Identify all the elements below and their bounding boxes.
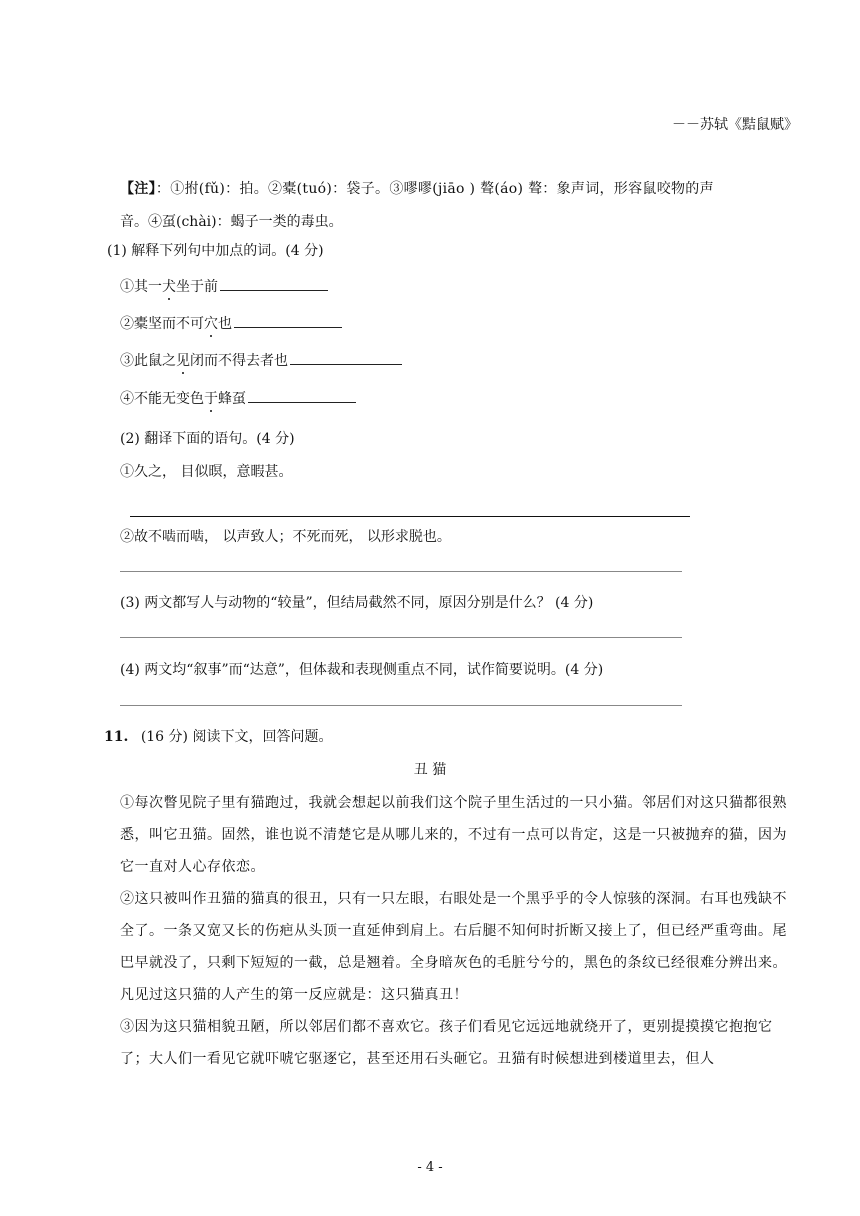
q1-item-1-answer-blank[interactable]: [220, 276, 328, 291]
attribution: －－苏轼《黠鼠赋》: [672, 117, 798, 133]
question-3-prompt: (3) 两文都写人与动物的“较量”，但结局截然不同，原因分别是什么？ (4 分): [120, 595, 594, 611]
q1-item-1-post: 坐于前: [176, 279, 218, 295]
q1-item-3-dotted-word: 见: [176, 353, 190, 369]
note-label: 【注】: [120, 181, 156, 197]
passage-title: 丑 猫: [413, 762, 447, 778]
question-11-header: [104, 726, 332, 746]
q1-item-4-post: 蜂虿: [218, 391, 246, 407]
question-11-intro: (16 分) 阅读下文，回答问题。: [140, 729, 333, 745]
question-11-number: 11.: [104, 729, 129, 745]
q1-item-4: [120, 388, 356, 408]
q2-sentence-2: ②故不啮而啮， 以声致人；不死而死， 以形求脱也。: [120, 529, 451, 545]
q1-item-2-dotted-word: 穴: [204, 316, 218, 332]
passage-paragraph-1: ①每次瞥见院子里有猫跑过，我就会想起以前我们这个院子里生活过的一只小猫。邻居们对这只猫都很熟悉，叫它丑猫。固然，谁也说不清楚它是从哪儿来的，不过有一点可以肯定，这是一只被抛弃的猫，因为它一直对人心存依恋。: [120, 795, 787, 875]
q1-item-3-pre: ③此鼠之: [120, 353, 176, 369]
q2-sentence-1: ①久之， 目似暝，意暇甚。: [120, 464, 293, 480]
annotation-note-line-2: 音。④虿(chài)：蝎子一类的毒虫。: [120, 214, 343, 230]
q1-item-2: [120, 313, 342, 333]
q1-item-1-pre: ①其一: [120, 279, 162, 295]
q1-item-2-post: 也: [218, 316, 232, 332]
q1-item-4-dotted-word: 于: [204, 391, 218, 407]
q1-item-3: [120, 350, 402, 370]
q1-item-4-answer-blank[interactable]: [248, 388, 356, 403]
q2-answer-line-2[interactable]: [120, 571, 682, 572]
passage-paragraph-3: ③因为这只猫相貌丑陋，所以邻居们都不喜欢它。孩子们看见它远远地就绕开了，更别提摸摸它抱抱它了；大人们一看见它就吓唬它驱逐它，甚至还用石头砸它。丑猫有时候想进到楼道里去，但人: [120, 1019, 773, 1067]
question-4-prompt: (4) 两文均“叙事”而“达意”，但体裁和表现侧重点不同，试作简要说明。(4 分): [120, 662, 604, 678]
question-1-prompt: (1) 解释下列句中加点的词。(4 分): [107, 243, 324, 259]
annotation-note-line-1: [120, 178, 714, 198]
q4-answer-line[interactable]: [120, 705, 682, 706]
q1-item-3-answer-blank[interactable]: [290, 350, 402, 365]
q1-item-2-answer-blank[interactable]: [234, 313, 342, 328]
q2-answer-line-1[interactable]: [130, 516, 690, 517]
q1-item-1: [120, 276, 328, 296]
passage-paragraph-2: ②这只被叫作丑猫的猫真的很丑，只有一只左眼，右眼处是一个黑乎乎的令人惊骇的深洞。右耳也残缺不全了。一条又宽又长的伤疤从头顶一直延伸到肩上。右后腿不知何时折断又接上了，但已经严重弯曲。尾巴早就没了，只剩下短短的一截，总是翘着。全身暗灰色的毛脏兮兮的，黑色的条纹已经很难分辨出来。凡见过这只猫的人产生的第一反应就是：这只猫真丑！: [120, 891, 787, 1003]
page-number: - 4 -: [417, 1160, 443, 1175]
q1-item-1-dotted-word: 犬: [162, 279, 176, 295]
q1-item-4-pre: ④不能无变色: [120, 391, 204, 407]
q1-item-3-post: 闭而不得去者也: [190, 353, 288, 369]
note-text-1: ：①拊(fǔ)：拍。②橐(tuó)：袋子。③嘐嘐(jiāo ) 聱(áo) 聱：象声词，形容鼠咬物的声: [155, 181, 714, 197]
q1-item-2-pre: ②橐坚而不可: [120, 316, 204, 332]
question-2-prompt: (2) 翻译下面的语句。(4 分): [120, 431, 295, 447]
q3-answer-line[interactable]: [120, 637, 682, 638]
